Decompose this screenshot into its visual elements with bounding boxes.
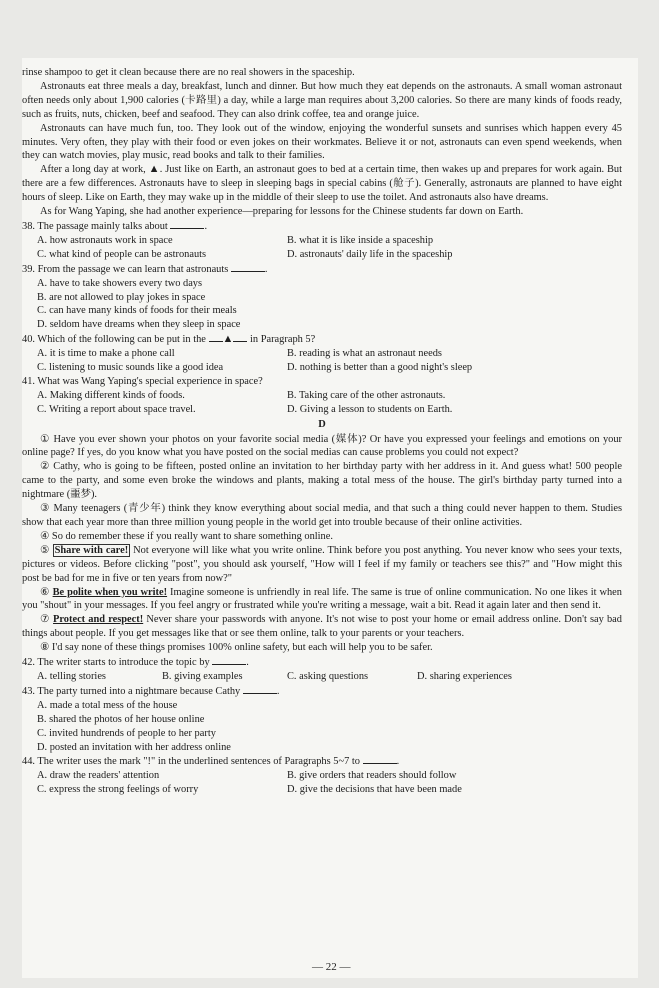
passage-paragraph: ② Cathy, who is going to be fifteen, posted online an invitation to her birthday party with her address in it. And guess what! 500 people came to the party, and some even broke the windows and plants, making a total mess of the house. The girl's birthday party turned into a nightmare (噩梦). bbox=[22, 461, 622, 501]
question-stem: 39. From the passage we can learn that astronauts bbox=[22, 263, 229, 275]
paragraph-number: ⑤ bbox=[40, 544, 50, 556]
answer-blank bbox=[233, 332, 247, 342]
option-d: D. Giving a lesson to students on Earth. bbox=[287, 403, 453, 415]
passage-paragraph-7 bbox=[22, 613, 622, 641]
passage-paragraph: As for Wang Yaping, she had another experience—preparing for lessons for the Chinese students far down on Earth. bbox=[40, 206, 524, 218]
option-a: A. made a total mess of the house bbox=[37, 699, 178, 711]
question-38 bbox=[22, 219, 622, 262]
underlined-heading: Protect and respect! bbox=[53, 614, 144, 626]
option-b: B. reading is what an astronaut needs bbox=[287, 348, 442, 360]
answer-blank bbox=[212, 655, 246, 665]
question-stem: 40. Which of the following can be put in the bbox=[22, 334, 206, 346]
option-d: D. astronauts' daily life in the spaceship bbox=[287, 248, 453, 260]
option-b: B. give orders that readers should follow bbox=[287, 770, 457, 782]
passage-paragraph: rinse shampoo to get it clean because there are no real showers in the spaceship. bbox=[22, 67, 355, 78]
question-stem: 43. The party turned into a nightmare because Cathy bbox=[22, 685, 241, 697]
question-43 bbox=[22, 684, 622, 755]
option-b: B. Taking care of the other astronauts. bbox=[287, 389, 446, 401]
passage-paragraph: Astronauts can have much fun, too. They look out of the window, enjoying the wonderful sunsets and sunrises which happen every 45 minutes. Very often, they play with their food or even jokes on their workmates. Believe it or not, astronauts can even spend weekends, when they can watch movies, play music, read books and talk to their families. bbox=[22, 122, 622, 162]
question-40 bbox=[22, 332, 622, 375]
stem-end: . bbox=[396, 756, 400, 768]
option-d: D. posted an invitation with her address online bbox=[37, 741, 231, 753]
exam-page bbox=[22, 58, 638, 978]
question-stem-end: in Paragraph 5? bbox=[250, 334, 316, 346]
option-a: A. how astronauts work in space bbox=[37, 234, 173, 246]
option-b: B. what it is like inside a spaceship bbox=[287, 234, 434, 246]
paragraph-text: Never share your passwords with anyone. It's not wise to post your home or email address online. Don't say bad things about people. If you get messages like that or see them online, talk to your parents or your teachers. bbox=[22, 614, 622, 640]
passage-paragraph: ④ So do remember these if you really want to share something online. bbox=[40, 530, 333, 542]
triangle-mark-icon: ▲ bbox=[148, 163, 160, 176]
question-stem: 41. What was Wang Yaping's special experience in space? bbox=[22, 375, 263, 387]
question-41 bbox=[22, 375, 622, 417]
page-content bbox=[22, 66, 622, 797]
option-b: B. shared the photos of her house online bbox=[37, 713, 205, 725]
stem-end: . bbox=[264, 263, 268, 275]
answer-blank bbox=[209, 332, 223, 342]
option-b: B. giving examples bbox=[162, 670, 243, 682]
question-stem: 42. The writer starts to introduce the topic by bbox=[22, 657, 210, 669]
question-stem: 44. The writer uses the mark "!" in the underlined sentences of Paragraphs 5~7 to bbox=[22, 756, 360, 768]
paragraph-text: Imagine someone is unfriendly in real life. The same is true of online communication. No one likes it when you "shout" in your messages. If you feel angry or frustrated while you're writing a message, wait a bit. Read it again later and then send it. bbox=[22, 586, 622, 612]
option-a: A. Making different kinds of foods. bbox=[37, 389, 185, 401]
question-stem: 38. The passage mainly talks about bbox=[22, 220, 168, 232]
paragraph-number: ⑥ bbox=[40, 586, 50, 598]
option-c: C. invited hundrends of people to her party bbox=[37, 727, 216, 739]
stem-end: . bbox=[204, 220, 208, 232]
answer-blank bbox=[363, 754, 397, 764]
answer-blank bbox=[243, 684, 277, 694]
option-a: A. it is time to make a phone call bbox=[37, 348, 175, 360]
option-c: C. express the strong feelings of worry bbox=[37, 784, 199, 796]
option-a: A. have to take showers every two days bbox=[37, 277, 203, 289]
option-a: A. telling stories bbox=[37, 670, 106, 682]
passage-paragraph: ① Have you ever shown your photos on your favorite social media (媒体)? Or have you expressed your feelings and emotions on your online page? If yes, do you know what you have posted on the social medias can cause problems you could not expect? bbox=[22, 433, 622, 459]
section-heading: D bbox=[318, 418, 326, 430]
answer-blank bbox=[231, 262, 265, 272]
option-a: A. draw the readers' attention bbox=[37, 770, 160, 782]
passage-paragraph: ③ Many teenagers (青少年) think they know everything about social media, and that such a thing could never happen to them. Studies show that each year more than three million young people in the world get into trouble because of their online activities. bbox=[22, 503, 622, 528]
passage-paragraph: Astronauts eat three meals a day, breakfast, lunch and dinner. But how much they eat depends on the astronauts. A small woman astronaut often needs only about 1,900 calories (卡路里) a day, while a large man requires about 3,200 calories. So there are many kinds of foods ready, such as fruits, nuts, chicken, beef and seafood. They can also drink coffee, tea and orange juice. bbox=[22, 80, 622, 120]
option-b: B. are not allowed to play jokes in space bbox=[37, 291, 206, 303]
passage-paragraph-6 bbox=[22, 586, 622, 614]
option-d: D. seldom have dreams when they sleep in space bbox=[37, 319, 241, 331]
question-42 bbox=[22, 655, 622, 684]
passage-paragraph: ⑧ I'd say none of these things promises 100% online safety, but each will help you to be safer. bbox=[40, 642, 433, 654]
underlined-heading: Be polite when you write! bbox=[52, 586, 168, 598]
option-d: D. give the decisions that have been made bbox=[287, 784, 462, 796]
paragraph-text: Not everyone will like what you write online. Think before you post anything. You never know who sees your texts, pictures or videos. Before clicking "post", you should ask yourself, "How will I feel if my family or teachers see this?" and "How might this post be bad for me in five or ten years from now?" bbox=[22, 544, 623, 584]
option-d: D. sharing experiences bbox=[417, 670, 512, 682]
stem-end: . bbox=[246, 657, 249, 669]
triangle-mark-icon: ▲ bbox=[222, 333, 234, 346]
question-44 bbox=[22, 754, 622, 797]
paragraph-number: ⑦ bbox=[40, 614, 50, 626]
passage-paragraph-5 bbox=[22, 163, 622, 205]
option-c: C. listening to music sounds like a good idea bbox=[37, 362, 224, 374]
option-c: C. can have many kinds of foods for their meals bbox=[37, 305, 237, 317]
option-d: D. nothing is better than a good night's sleep bbox=[287, 362, 473, 374]
option-c: C. asking questions bbox=[287, 670, 369, 682]
p5-text-b: . Just like on Earth, an astronaut goes to bed at a certain time, then wakes up and prepares for work again. But there are a few differences. Astronauts have to sleep in sleeping bags in special cabins (舱子). Generally, astronauts are planned to have eight hours of sleep. Like on Earth, they may wake up in the middle of their sleep to use the toilet. And astronauts also have dreams. bbox=[22, 164, 623, 204]
p5-text-a: After a long day at work, bbox=[40, 164, 149, 176]
boxed-heading: Share with care! bbox=[54, 544, 129, 556]
option-c: C. Writing a report about space travel. bbox=[37, 403, 196, 415]
answer-blank bbox=[170, 219, 204, 229]
page-number: — 22 — bbox=[312, 961, 351, 973]
stem-end: . bbox=[276, 685, 280, 697]
question-39 bbox=[22, 262, 622, 333]
passage-paragraph-5 bbox=[22, 544, 622, 586]
option-c: C. what kind of people can be astronauts bbox=[37, 248, 207, 260]
